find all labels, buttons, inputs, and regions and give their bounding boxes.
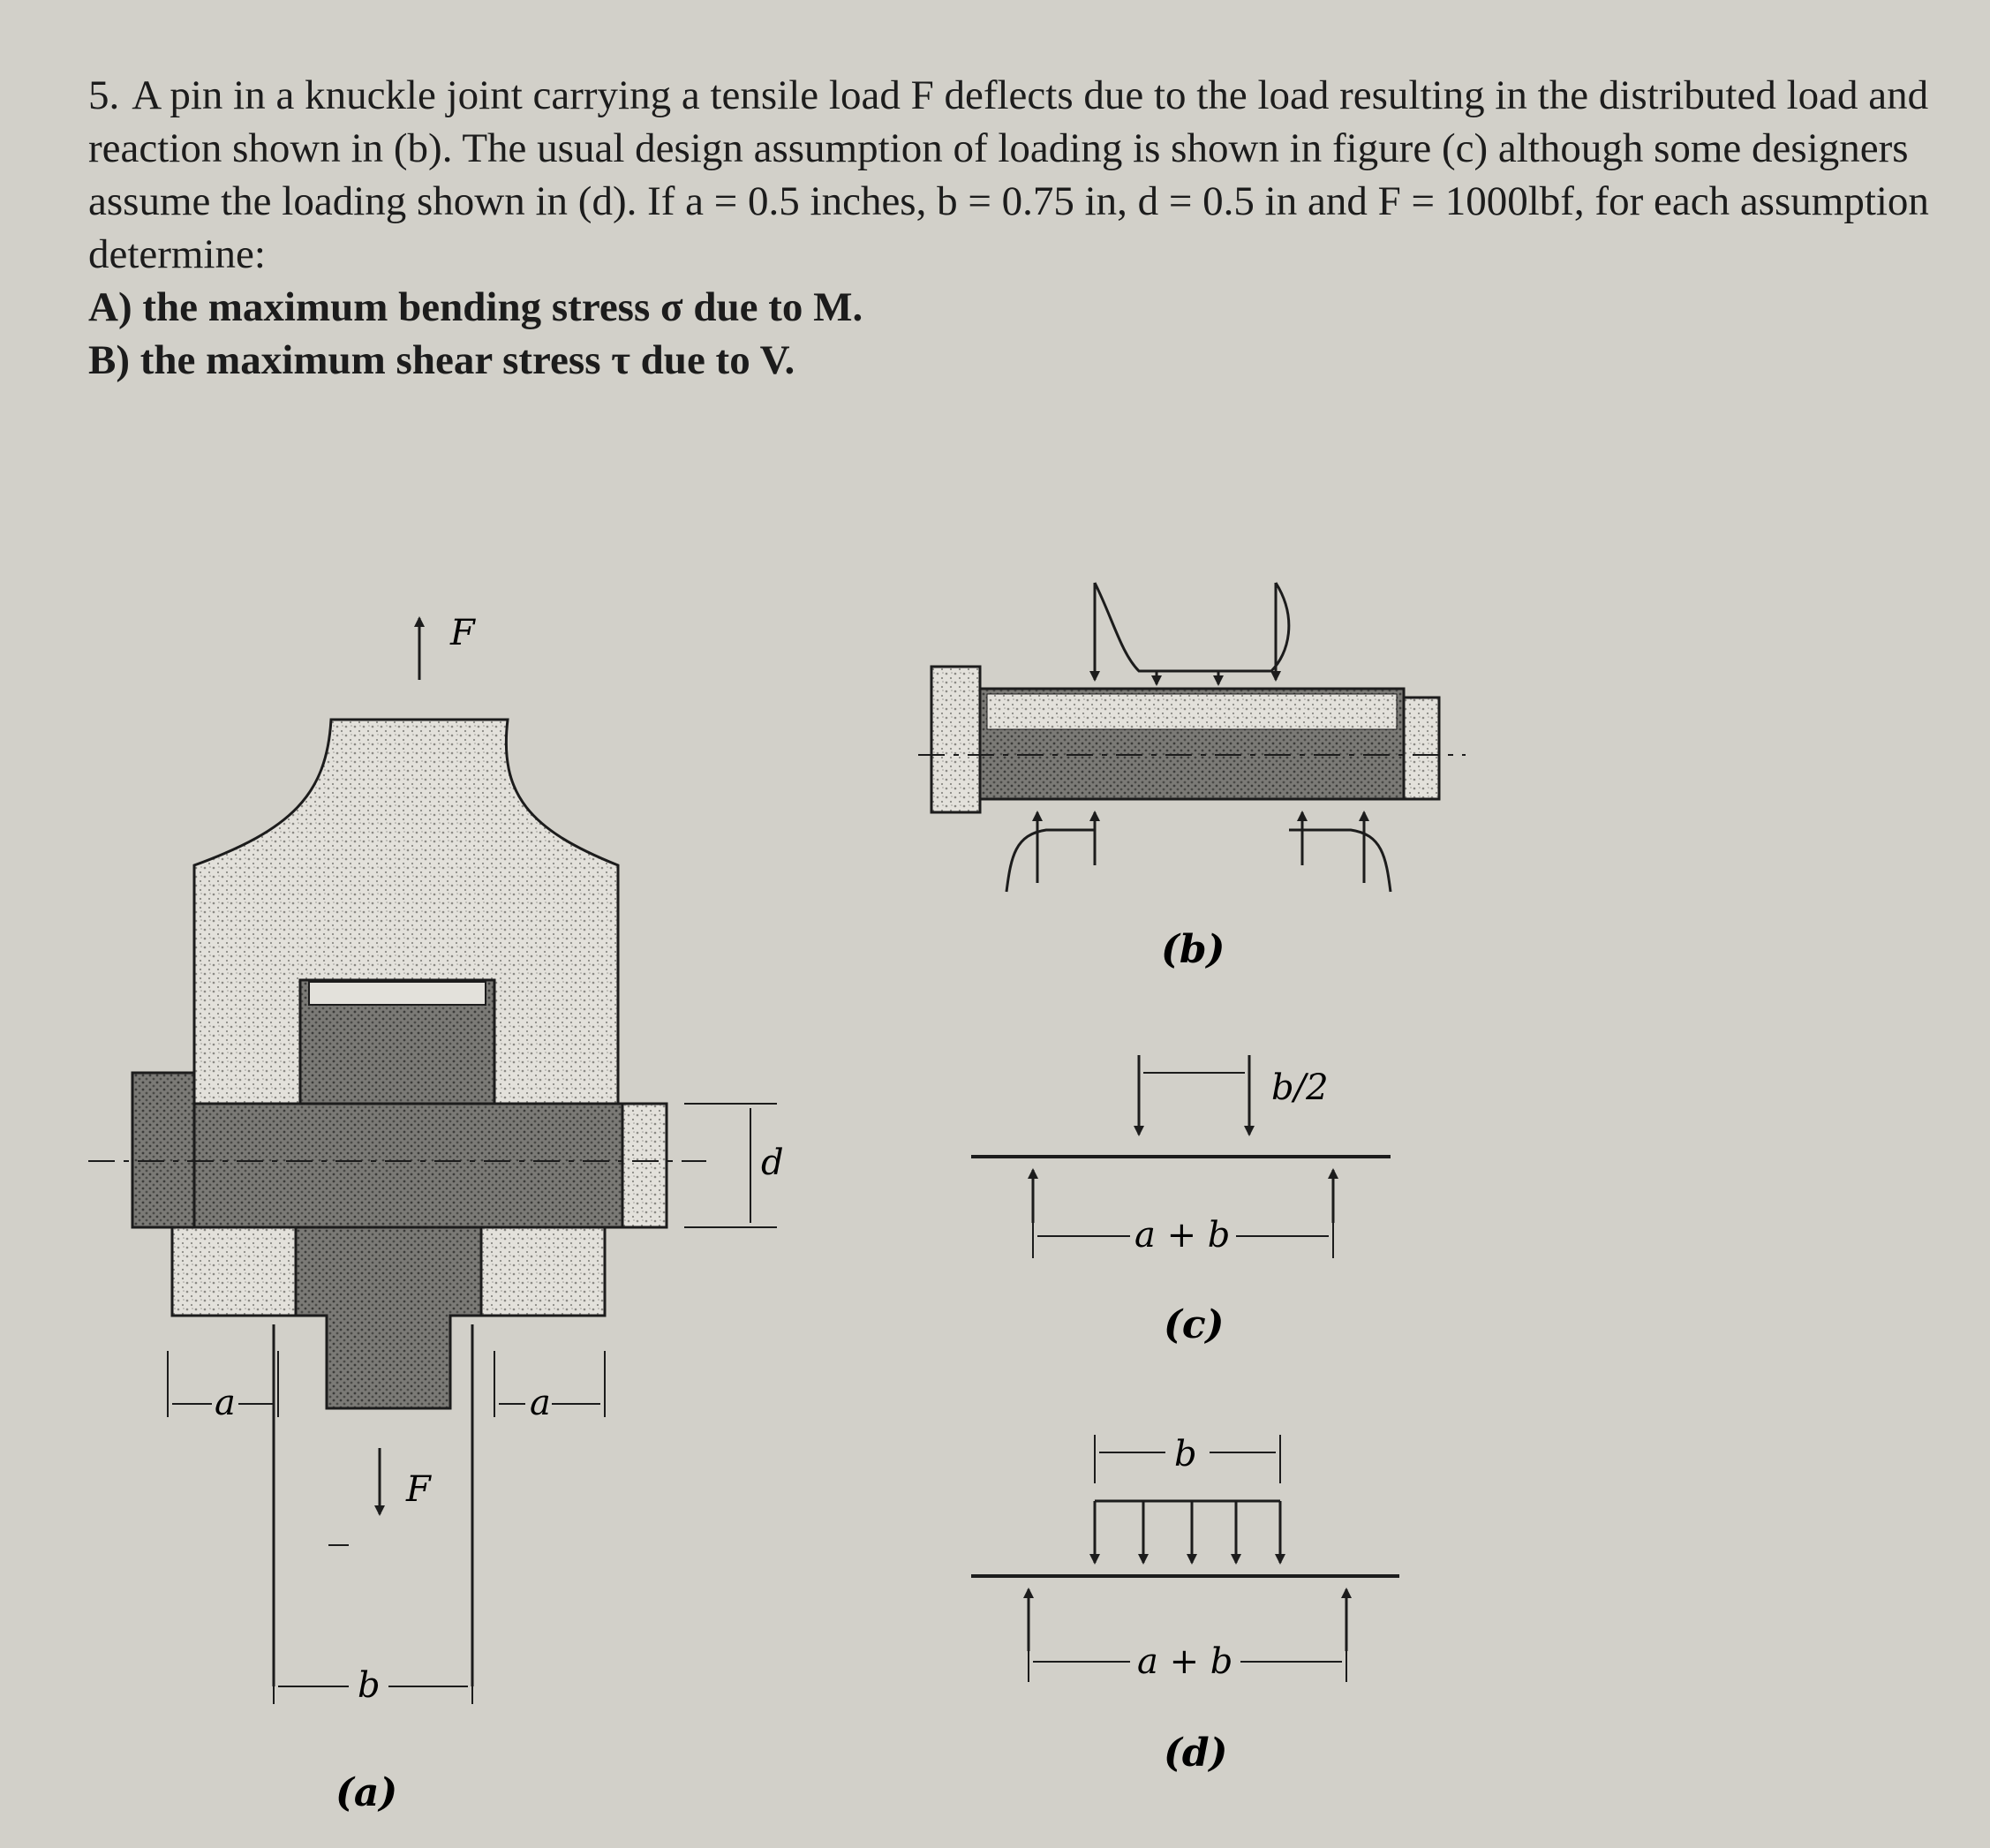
distributed-load-top xyxy=(1095,583,1289,671)
clevis-leg-left xyxy=(172,1227,296,1316)
label-a-right: a xyxy=(530,1383,551,1423)
caption-b: (b) xyxy=(1161,927,1225,972)
label-b-half: b/2 xyxy=(1271,1067,1329,1108)
label-b-d: b xyxy=(1174,1434,1197,1475)
label-f-top: F xyxy=(450,613,475,653)
part-a-question: A) the maximum bending stress σ due to M. xyxy=(88,284,863,330)
part-b-question: B) the maximum shear stress τ due to V. xyxy=(88,337,795,383)
label-span-d: a + b xyxy=(1137,1641,1233,1682)
figure-b xyxy=(918,583,1466,892)
label-f-bottom: F xyxy=(406,1469,431,1510)
problem-number: 5. xyxy=(88,72,120,118)
pin-end-collar xyxy=(622,1104,667,1227)
reaction-right xyxy=(1289,830,1391,892)
label-b: b xyxy=(358,1665,381,1706)
pin-body xyxy=(194,1104,622,1227)
label-span-c: a + b xyxy=(1134,1215,1231,1256)
caption-c: (c) xyxy=(1164,1302,1225,1347)
pin-head xyxy=(132,1073,194,1227)
figure-a xyxy=(88,618,777,1704)
reaction-left xyxy=(1006,830,1095,892)
problem-body: A pin in a knuckle joint carrying a tensile load F deflects due to the load resulting in the distributed load and reaction shown in (b). The usual design assumption of loading is shown in figure (c) although some designers assume the loading shown in (d). If a = 0.5 inches, b = 0.75 in, d = 0.5 in and F = 1000lbf, for each assumption determine: xyxy=(88,72,1929,277)
caption-d: (d) xyxy=(1164,1731,1228,1776)
clevis-leg-right xyxy=(481,1227,605,1316)
label-d: d xyxy=(761,1143,784,1183)
pin-head-b xyxy=(931,667,980,812)
pin-collar-b xyxy=(1404,698,1439,799)
rod-shank xyxy=(296,1227,481,1408)
label-a-left: a xyxy=(215,1383,236,1423)
caption-a: (a) xyxy=(335,1770,398,1815)
